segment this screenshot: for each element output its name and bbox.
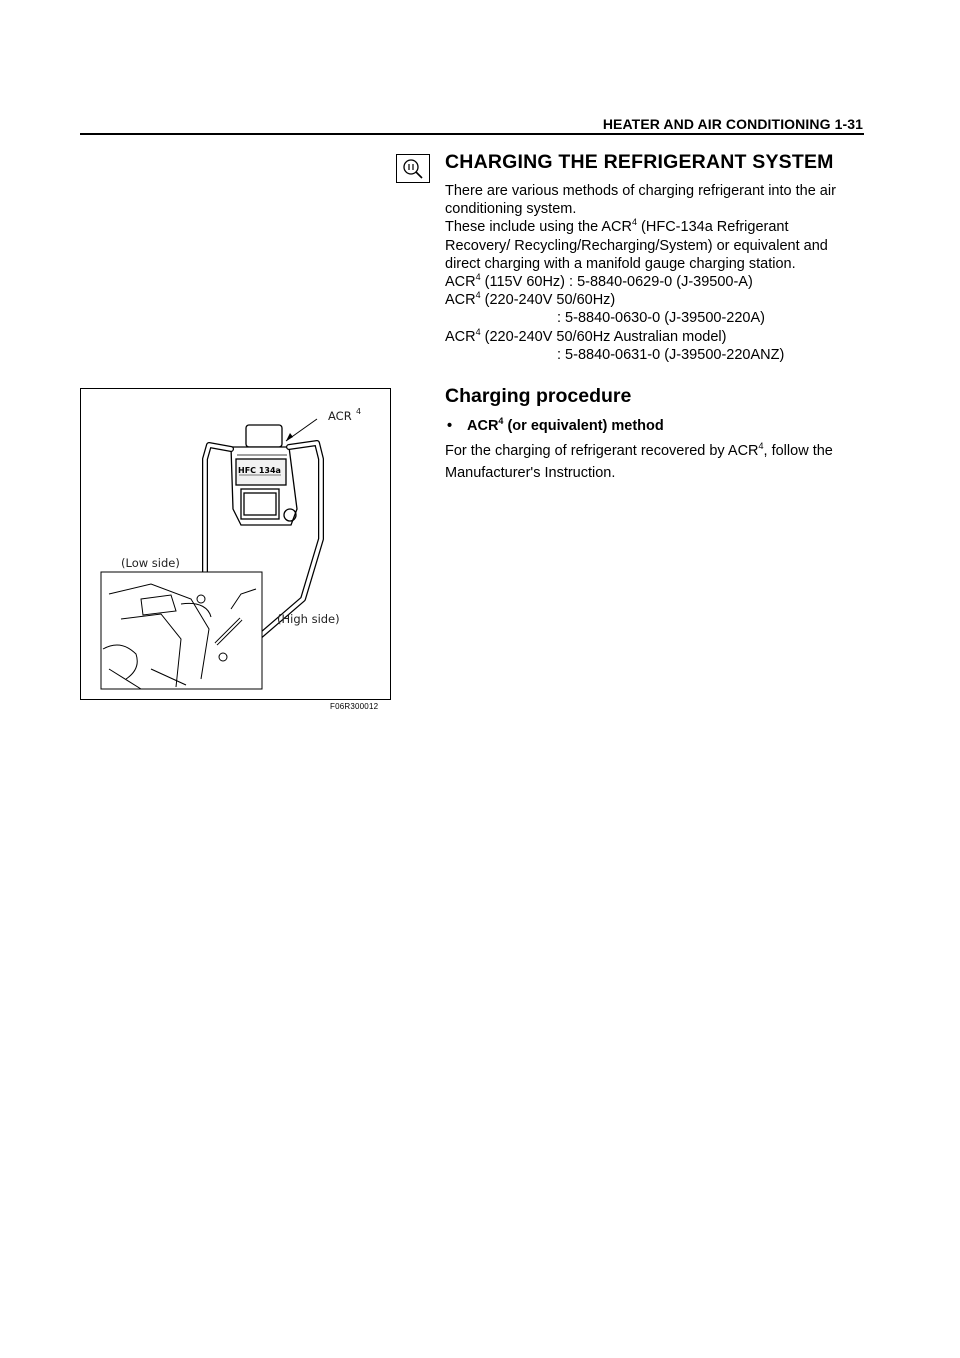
method-bullet: • ACR$^4$ (or equivalent) method [447, 416, 664, 434]
header-title: HEATER AND AIR CONDITIONING 1-31 [602, 116, 863, 132]
procedure-title: Charging procedure [445, 385, 632, 407]
acr-spec-line: ACR$^4$ (220-240V 50/60Hz) [445, 290, 616, 309]
header-rule [80, 133, 864, 135]
body-line: direct charging with a manifold gauge charging station. [445, 255, 796, 272]
body-line: conditioning system. [445, 201, 577, 218]
acr-part-number: : 5-8840-0631-0 (J-39500-220ANZ) [557, 346, 785, 363]
body-line: These include using the ACR$^4$ (HFC-134a Refrigerant [445, 217, 789, 236]
acr-part-number: : 5-8840-0630-0 (J-39500-220A) [557, 310, 765, 327]
section-title: CHARGING THE REFRIGERANT SYSTEM [445, 151, 834, 173]
acr-spec-line: ACR$^4$ (220-240V 50/60Hz Australian model) [445, 326, 727, 345]
acr-label: ACR [328, 409, 352, 423]
acr-spec-line: ACR$^4$ (115V 60Hz) : 5-8840-0629-0 (J-39500-A) [445, 272, 753, 291]
high-side-label: (High side) [277, 612, 340, 626]
bullet-icon: • [447, 418, 453, 434]
engine-bay-inset [101, 572, 262, 689]
figure-code: F06R300012 [330, 702, 379, 711]
unit-text: HFC 134a [238, 466, 281, 475]
procedure-paragraph: For the charging of refrigerant recovered by ACR$^4$, follow the Manufacturer's Instruction. [445, 441, 833, 481]
acr-label-sup: 4 [356, 407, 362, 416]
magnifier-icon [396, 154, 430, 183]
body-line: Recovery/ Recycling/Recharging/System) or equivalent and [445, 237, 828, 254]
low-side-label: (Low side) [121, 556, 180, 570]
acr-illustration [81, 389, 391, 700]
acr-connection-figure [80, 388, 391, 700]
section-body [445, 182, 885, 364]
body-line: There are various methods of charging refrigerant into the air [445, 183, 836, 199]
